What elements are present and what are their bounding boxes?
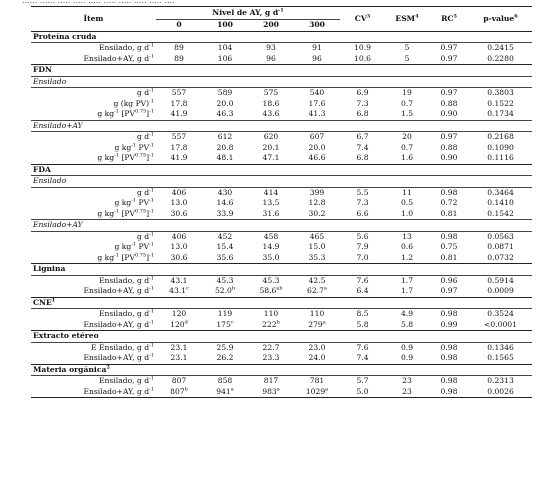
value-cell: 93 <box>248 43 294 54</box>
value-cell: 406 <box>156 231 202 242</box>
value-cell: 941$^a$ <box>202 387 248 398</box>
value-cell: 120$^d$ <box>170 319 188 329</box>
rc-cell: 0.72 <box>440 198 458 208</box>
value-cell: 41.3 <box>308 109 326 119</box>
value-cell: 175$^c$ <box>216 319 234 329</box>
row-label: g (kg PV)$^{-1}$ <box>113 98 154 108</box>
row-label: g $kg^{-1}$ $PV^{-1}$ <box>114 241 154 252</box>
pvalue-cell: 0.1522 <box>487 98 514 108</box>
table-row <box>31 320 532 331</box>
group-subtitle: Ensilado+AY <box>31 220 532 232</box>
cv-cell: 6.9 <box>340 88 385 99</box>
row-label: Ensilado+AY, g $d^{-1}$ <box>83 352 154 363</box>
pvalue-cell: 0.2313 <box>469 376 532 387</box>
header-level-100: 100 <box>202 20 248 32</box>
value-cell: 1029$^a$ <box>294 387 340 398</box>
pvalue-cell: 0.1565 <box>487 353 514 363</box>
value-cell: 30.2 <box>308 208 326 218</box>
cv-cell: 7.0 <box>356 252 369 262</box>
cv-cell: 6.7 <box>340 132 385 143</box>
rc-cell: 0.88 <box>440 98 458 108</box>
value-cell: 807 <box>156 376 202 387</box>
nutrient-intake-table <box>31 6 532 398</box>
value-cell: 46.6 <box>308 153 326 163</box>
table-row <box>31 209 532 220</box>
value-cell: 20.0 <box>216 98 234 108</box>
value-cell: 575 <box>248 88 294 99</box>
cv-cell: 7.6 <box>340 275 385 286</box>
cv-cell: 8.5 <box>340 309 385 320</box>
value-cell: 110 <box>294 309 340 320</box>
table-row <box>31 353 532 364</box>
value-cell: 17.8 <box>170 98 188 108</box>
table-row <box>31 99 532 110</box>
section-title-row <box>31 65 532 77</box>
esm-cell: 0.6 <box>400 242 414 252</box>
esm-cell: 1.5 <box>400 109 414 119</box>
value-cell: 35.6 <box>216 252 234 262</box>
value-cell: 13.5 <box>262 198 280 208</box>
header-level-300: 300 <box>294 20 340 32</box>
cv-cell: 5.5 <box>340 187 385 198</box>
cv-cell: 5.8 <box>356 319 369 329</box>
table-row <box>31 309 532 320</box>
row-label: g $kg^{-1}$ $[PV^{0.75}]^{-1}$ <box>97 252 154 262</box>
rc-cell: 0.98 <box>429 187 469 198</box>
pvalue-cell: 0.1116 <box>487 153 514 163</box>
rc-cell: 0.98 <box>429 376 469 387</box>
section-title-row <box>31 364 532 376</box>
esm-cell: 5 <box>404 53 410 63</box>
value-cell: 23.1 <box>170 353 188 363</box>
value-cell: 89 <box>156 43 202 54</box>
value-cell: 96 <box>312 53 322 63</box>
cv-cell: 6.8 <box>356 153 369 163</box>
row-label: Ensilado, g $d^{-1}$ <box>31 275 156 286</box>
pvalue-cell: <0.0001 <box>484 319 517 329</box>
group-subtitle-row <box>31 120 532 132</box>
value-cell: 23.1 <box>156 342 202 353</box>
row-label: Ensilado+AY, g $d^{-1}$ <box>31 387 156 398</box>
value-cell: 452 <box>202 231 248 242</box>
rc-cell: 0.99 <box>440 319 458 329</box>
pvalue-cell: 0.3803 <box>469 88 532 99</box>
table-row <box>31 109 532 120</box>
cv-cell: 6.4 <box>356 286 369 296</box>
cv-cell: 7.3 <box>356 98 369 108</box>
cv-cell: 10.6 <box>354 53 371 63</box>
table-row <box>31 187 532 198</box>
row-label: Ensilado+AY, g $d^{-1}$ <box>83 285 154 296</box>
value-cell: 96 <box>266 53 276 63</box>
row-label: g $kg^{-1}$ $PV^{-1}$ <box>114 142 154 152</box>
rc-cell: 0.90 <box>440 153 458 163</box>
rc-cell: 0.81 <box>440 208 458 218</box>
value-cell: 807$^b$ <box>156 387 202 398</box>
value-cell: 26.2 <box>216 353 234 363</box>
rc-cell: 0.81 <box>440 252 458 262</box>
value-cell: 89 <box>174 53 184 63</box>
row-label: g $kg^{-1}$ $[PV^{0.75}]^{-1}$ <box>97 208 154 218</box>
value-cell: 42.5 <box>294 275 340 286</box>
section-title: CNE$^1$ <box>31 297 532 309</box>
table-row <box>31 143 532 154</box>
row-label: g $d^{-1}$ <box>31 187 156 198</box>
rc-cell: 0.98 <box>429 231 469 242</box>
value-cell: 20.0 <box>308 142 326 152</box>
value-cell: 13.0 <box>170 198 188 208</box>
row-label: Ensilado, g $d^{-1}$ <box>31 376 156 387</box>
cv-cell: 7.4 <box>356 353 369 363</box>
rc-cell: 0.97 <box>440 286 458 296</box>
esm-cell: 23 <box>385 376 429 387</box>
esm-cell: 4.9 <box>385 309 429 320</box>
pvalue-cell: 0.0563 <box>469 231 532 242</box>
value-cell: 279$^a$ <box>308 319 326 329</box>
esm-cell: 5 <box>385 43 429 54</box>
pvalue-cell: 0.1542 <box>487 208 514 218</box>
rc-cell: 0.98 <box>429 342 469 353</box>
rc-cell: 0.97 <box>440 53 458 63</box>
table-row <box>31 275 532 286</box>
group-subtitle: Ensilado <box>31 176 532 188</box>
table-row <box>31 387 532 398</box>
esm-cell: 1.7 <box>400 286 414 296</box>
value-cell: 589 <box>202 88 248 99</box>
value-cell: 41.9 <box>170 153 188 163</box>
esm-cell: 0.5 <box>400 198 414 208</box>
pvalue-cell: 0.3464 <box>469 187 532 198</box>
table-row <box>31 54 532 65</box>
value-cell: 48.1 <box>216 153 234 163</box>
header-cv: $CV^3$ <box>340 7 385 32</box>
value-cell: 58.6$^{ab}$ <box>259 285 283 296</box>
row-label: g $d^{-1}$ <box>31 132 156 143</box>
cv-cell: 5.6 <box>340 231 385 242</box>
esm-cell: 1.2 <box>400 252 414 262</box>
cv-cell: 7.6 <box>340 342 385 353</box>
value-cell: 110 <box>248 309 294 320</box>
cv-cell: 5.7 <box>340 376 385 387</box>
esm-cell: 1.6 <box>400 153 414 163</box>
value-cell: 23.0 <box>294 342 340 353</box>
row-label: Ensilado, g $d^{-1}$ <box>31 43 156 54</box>
value-cell: 399 <box>294 187 340 198</box>
esm-cell: 0.9 <box>400 353 414 363</box>
value-cell: 46.3 <box>216 109 234 119</box>
esm-cell: 19 <box>385 88 429 99</box>
table-row <box>31 132 532 143</box>
group-subtitle-row <box>31 176 532 188</box>
value-cell: 817 <box>248 376 294 387</box>
pvalue-cell: 0.0026 <box>469 387 532 398</box>
esm-cell: 0.7 <box>400 142 414 152</box>
section-title-row <box>31 31 532 43</box>
header-level-200: 200 <box>248 20 294 32</box>
table-row <box>31 242 532 253</box>
value-cell: 557 <box>156 132 202 143</box>
pvalue-cell: 0.0871 <box>487 242 514 252</box>
value-cell: 41.9 <box>170 109 188 119</box>
value-cell: 91 <box>294 43 340 54</box>
section-title-row <box>31 331 532 343</box>
table-row <box>31 342 532 353</box>
row-label: g $d^{-1}$ <box>31 231 156 242</box>
table-row <box>31 153 532 164</box>
section-title-row <box>31 164 532 176</box>
value-cell: 31.6 <box>262 208 280 218</box>
value-cell: 17.8 <box>170 142 188 152</box>
value-cell: 20.1 <box>262 142 280 152</box>
row-label: Ensilado+AY, g $d^{-1}$ <box>83 319 154 329</box>
table-row <box>31 253 532 264</box>
value-cell: 43.1 <box>156 275 202 286</box>
rc-cell: 0.97 <box>429 43 469 54</box>
value-cell: 458 <box>248 231 294 242</box>
value-cell: 620 <box>248 132 294 143</box>
group-subtitle: Ensilado <box>31 76 532 88</box>
value-cell: 24.0 <box>308 353 326 363</box>
value-cell: 20.8 <box>216 142 234 152</box>
table-row <box>31 88 532 99</box>
value-cell: 465 <box>294 231 340 242</box>
value-cell: 22.7 <box>248 342 294 353</box>
value-cell: 30.6 <box>170 252 188 262</box>
section-title: FDA <box>31 164 532 176</box>
rc-cell: 0.98 <box>429 309 469 320</box>
section-title: FDN <box>31 65 532 77</box>
value-cell: 12.8 <box>308 198 326 208</box>
value-cell: 52.0$^b$ <box>214 285 236 296</box>
rc-cell: 0.98 <box>440 353 458 363</box>
group-subtitle-row <box>31 76 532 88</box>
cv-cell: 5.0 <box>340 387 385 398</box>
value-cell: 17.6 <box>308 98 326 108</box>
rc-cell: 0.97 <box>429 132 469 143</box>
header-pvalue: p-value$^6$ <box>469 7 532 32</box>
value-cell: 43.1$^c$ <box>169 285 189 296</box>
table-row <box>31 43 532 54</box>
table-row <box>31 198 532 209</box>
value-cell: 406 <box>156 187 202 198</box>
value-cell: 43.6 <box>262 109 280 119</box>
section-title: Extracto etéreo <box>31 331 532 343</box>
clipped-caption-text: ...... ...... ..... ..... ..... ..... ..... ..... ..... .... <box>22 0 175 5</box>
row-label: g $kg^{-1}$ $PV^{-1}$ <box>114 197 154 208</box>
row-label: Ensilado+AY, g $d^{-1}$ <box>83 53 154 63</box>
esm-cell: 11 <box>385 187 429 198</box>
value-cell: 30.6 <box>170 208 188 218</box>
value-cell: 25.9 <box>202 342 248 353</box>
value-cell: 612 <box>202 132 248 143</box>
pvalue-cell: 0.5914 <box>469 275 532 286</box>
value-cell: 983$^a$ <box>248 387 294 398</box>
pvalue-cell: 0.0009 <box>487 286 514 296</box>
value-cell: 47.1 <box>262 153 280 163</box>
group-subtitle: Ensilado+AY <box>31 120 532 132</box>
value-cell: 45.3 <box>248 275 294 286</box>
section-title: Materia orgánica$^2$ <box>31 364 532 376</box>
pvalue-cell: 0.0732 <box>487 252 514 262</box>
row-label: g $kg^{-1}$ $[PV^{0.75}]^{-1}$ <box>97 152 154 163</box>
pvalue-cell: 0.1410 <box>487 198 514 208</box>
row-label: E Ensilado, g $d^{-1}$ <box>31 342 156 353</box>
pvalue-cell: 0.2415 <box>469 43 532 54</box>
row-label: g $kg^{-1}$ $[PV^{0.75}]^{-1}$ <box>97 108 154 119</box>
value-cell: 104 <box>202 43 248 54</box>
header-rc: $RC^5$ <box>429 7 469 32</box>
header-esm: ESM$^4$ <box>385 7 429 32</box>
section-title: Lignina <box>31 264 532 276</box>
value-cell: 106 <box>217 53 233 63</box>
row-label: g $d^{-1}$ <box>31 88 156 99</box>
pvalue-cell: 0.3524 <box>469 309 532 320</box>
esm-cell: 13 <box>385 231 429 242</box>
value-cell: 15.4 <box>216 242 234 252</box>
value-cell: 18.6 <box>262 98 280 108</box>
header-level-0: 0 <box>156 20 202 32</box>
value-cell: 858 <box>202 376 248 387</box>
value-cell: 62.7$^a$ <box>307 285 327 296</box>
value-cell: 119 <box>202 309 248 320</box>
section-title: Proteína cruda <box>31 31 532 43</box>
value-cell: 607 <box>294 132 340 143</box>
value-cell: 13.0 <box>170 242 188 252</box>
value-cell: 540 <box>294 88 340 99</box>
value-cell: 35.3 <box>308 252 326 262</box>
cv-cell: 7.3 <box>356 198 369 208</box>
value-cell: 430 <box>202 187 248 198</box>
pvalue-cell: 0.2168 <box>469 132 532 143</box>
value-cell: 120 <box>156 309 202 320</box>
esm-cell: 0.7 <box>400 98 414 108</box>
pvalue-cell: 0.1090 <box>487 142 514 152</box>
rc-cell: 0.98 <box>429 387 469 398</box>
table-row <box>31 376 532 387</box>
rc-cell: 0.88 <box>440 142 458 152</box>
esm-cell: 5.8 <box>400 319 414 329</box>
pvalue-cell: 0.1734 <box>487 109 514 119</box>
value-cell: 23.3 <box>262 353 280 363</box>
esm-cell: 1.0 <box>400 208 414 218</box>
esm-cell: 23 <box>385 387 429 398</box>
cv-cell: 6.6 <box>356 208 369 218</box>
value-cell: 14.9 <box>262 242 280 252</box>
value-cell: 414 <box>248 187 294 198</box>
group-subtitle-row <box>31 220 532 232</box>
rc-cell: 0.90 <box>440 109 458 119</box>
header-item: Ítem <box>31 7 156 32</box>
table-row <box>31 286 532 297</box>
cv-cell: 6.8 <box>356 109 369 119</box>
pvalue-cell: 0.2280 <box>487 53 514 63</box>
value-cell: 557 <box>156 88 202 99</box>
rc-cell: 0.97 <box>429 88 469 99</box>
row-label: Ensilado, g $d^{-1}$ <box>31 309 156 320</box>
pvalue-cell: 0.1346 <box>469 342 532 353</box>
value-cell: 14.6 <box>216 198 234 208</box>
cv-cell: 10.9 <box>340 43 385 54</box>
esm-cell: 20 <box>385 132 429 143</box>
esm-cell: 1.7 <box>385 275 429 286</box>
esm-cell: 0.9 <box>385 342 429 353</box>
value-cell: 35.0 <box>262 252 280 262</box>
value-cell: 222$^b$ <box>262 319 280 329</box>
table-row <box>31 231 532 242</box>
section-title-row <box>31 264 532 276</box>
value-cell: 781 <box>294 376 340 387</box>
rc-cell: 0.75 <box>440 242 458 252</box>
cv-cell: 7.9 <box>356 242 369 252</box>
value-cell: 45.3 <box>202 275 248 286</box>
section-title-row <box>31 297 532 309</box>
value-cell: 33.9 <box>216 208 234 218</box>
cv-cell: 7.4 <box>356 142 369 152</box>
value-cell: 15.0 <box>308 242 326 252</box>
rc-cell: 0.96 <box>429 275 469 286</box>
header-nivel: Nivel de AY, g $d^{-1}$ <box>156 7 340 20</box>
table-body <box>31 31 532 398</box>
